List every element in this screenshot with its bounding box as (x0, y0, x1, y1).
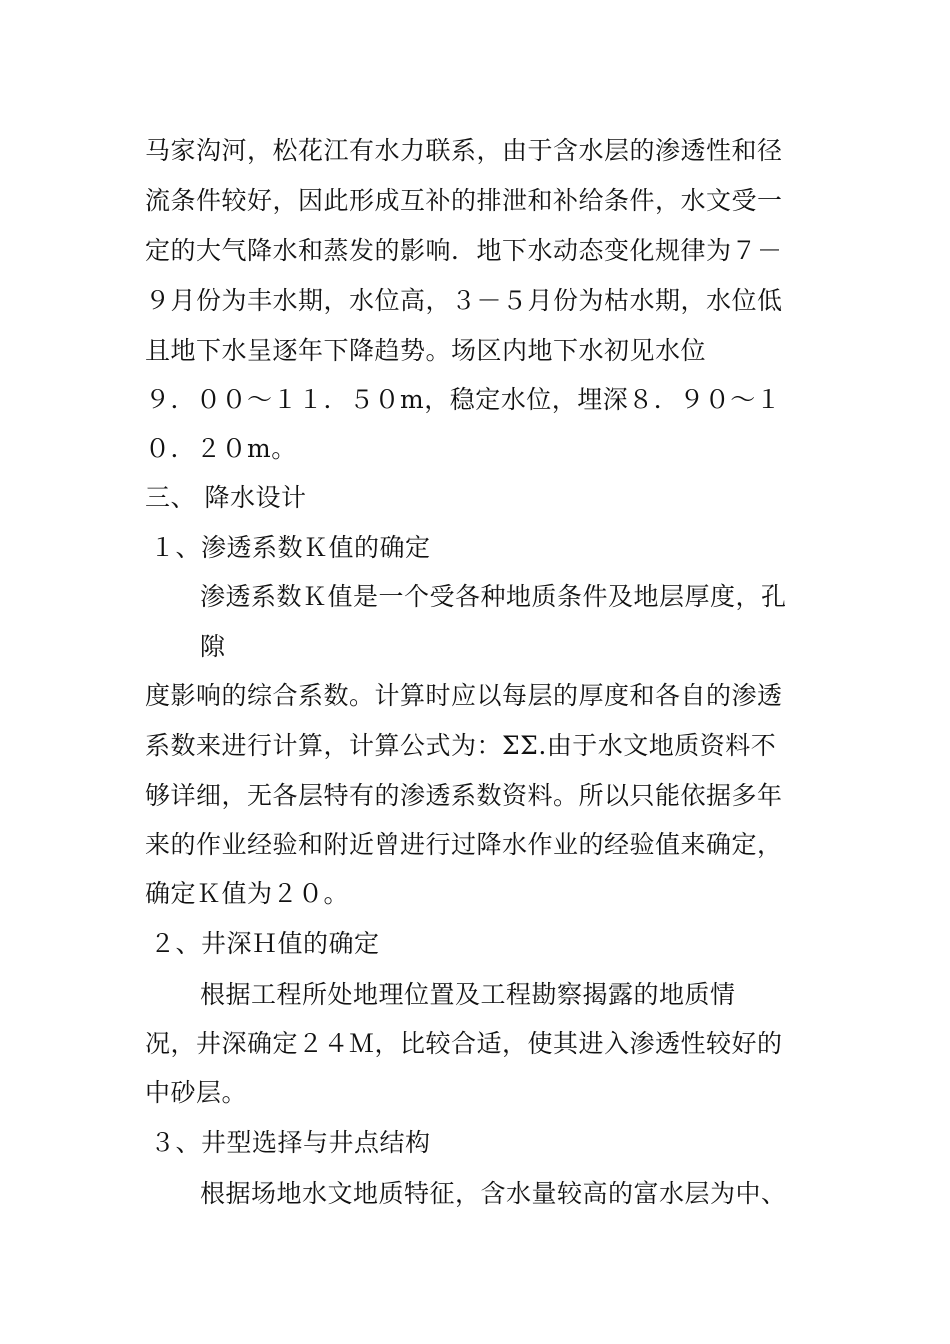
body-text-line: 中砂层。 (145, 1078, 248, 1107)
body-text-line: ９．００～１１．５０m，稳定水位，埋深８．９０～１ (145, 385, 782, 414)
body-text-line: 根据工程所处地理位置及工程勘察揭露的地质情 (200, 980, 736, 1009)
body-text-line: ９月份为丰水期，水位高，３－５月份为枯水期，水位低 (145, 286, 783, 315)
body-text-line: 且地下水呈逐年下降趋势。场区内地下水初见水位 (145, 336, 707, 365)
body-text-line: 确定Ｋ值为２０。 (145, 879, 350, 908)
body-text-line: 隙 (200, 632, 226, 661)
subsection-heading: １、渗透系数Ｋ值的确定 (150, 533, 431, 562)
body-text-line: 定的大气降水和蒸发的影响．地下水动态变化规律为７－ (145, 236, 783, 265)
body-text-line: 够详细，无各层特有的渗透系数资料。所以只能依据多年 (145, 781, 783, 810)
body-text-line: 渗透系数Ｋ值是一个受各种地质条件及地层厚度，孔 (200, 582, 787, 611)
body-text-line: 系数来进行计算，计算公式为：ΣΣ.由于水文地质资料不 (145, 731, 777, 760)
body-text-line: 流条件较好，因此形成互补的排泄和补给条件，水文受一 (145, 186, 783, 215)
body-text-line: ０．２０m。 (145, 434, 297, 463)
subsection-heading: ３、井型选择与井点结构 (150, 1128, 431, 1157)
body-text-line: 度影响的综合系数。计算时应以每层的厚度和各自的渗透 (145, 681, 783, 710)
subsection-heading: ２、井深Ｈ值的确定 (150, 929, 380, 958)
body-text-line: 况，井深确定２４Ｍ，比较合适，使其进入渗透性较好的 (145, 1029, 783, 1058)
body-text-line: 来的作业经验和附近曾进行过降水作业的经验值来确定， (145, 830, 783, 859)
section-heading: 三、 降水设计 (145, 483, 307, 512)
body-text-line: 马家沟河，松花江有水力联系，由于含水层的渗透性和径 (145, 136, 783, 165)
body-text-line: 根据场地水文地质特征，含水量较高的富水层为中、 (200, 1179, 787, 1208)
